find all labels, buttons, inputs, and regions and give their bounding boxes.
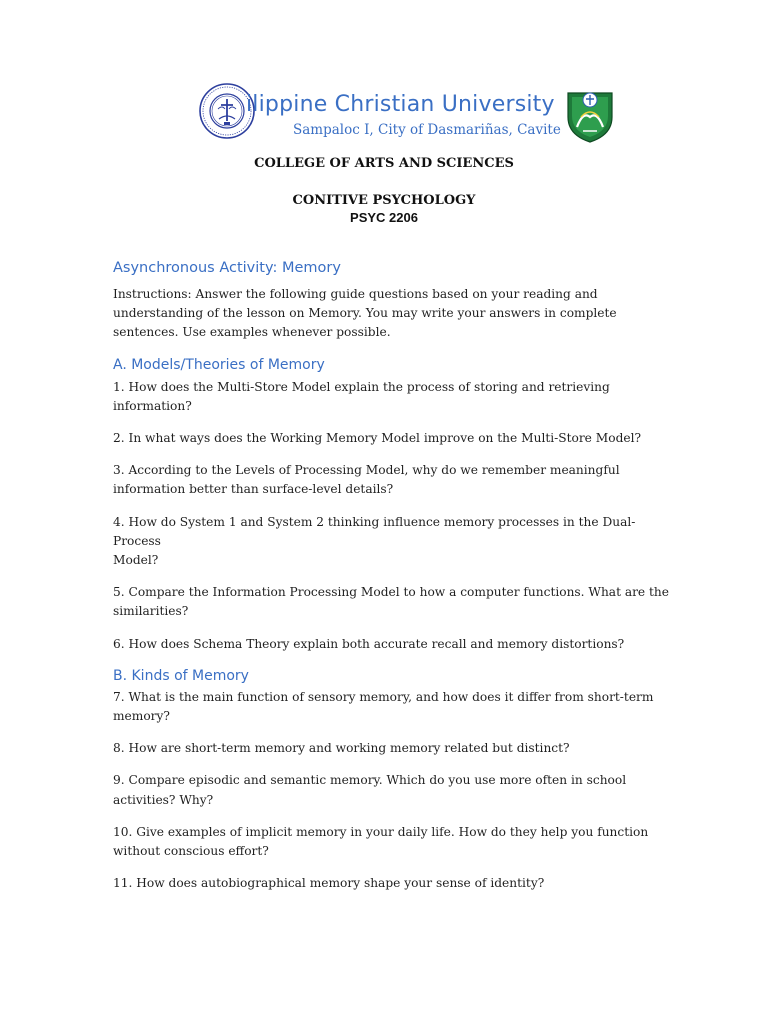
question-line: 11. How does autobiographical memory shape your sense of identity? [113, 876, 545, 891]
section-b-heading: B. Kinds of Memory [113, 667, 249, 684]
question-1 [113, 378, 673, 416]
question-7 [113, 688, 673, 726]
question-line: 10. Give examples of implicit memory in your daily life. How do they help you function [113, 824, 649, 839]
university-name: ilippine Christian University [246, 92, 555, 117]
university-crest-icon [565, 87, 615, 143]
question-line: Model? [113, 553, 159, 568]
course-title: CONITIVE PSYCHOLOGY [292, 193, 476, 208]
question-9 [113, 771, 673, 809]
question-line: 8. How are short-term memory and working memory related but distinct? [113, 741, 570, 756]
question-5 [113, 583, 673, 621]
section-a-heading: A. Models/Theories of Memory [113, 356, 325, 373]
question-11 [113, 874, 673, 893]
question-10 [113, 823, 673, 861]
question-line: 7. What is the main function of sensory memory, and how does it differ from short-term [113, 689, 654, 704]
question-line: 3. According to the Levels of Processing Model, why do we remember meaningful [113, 463, 620, 478]
question-line: 9. Compare episodic and semantic memory. Which do you use more often in school [113, 773, 627, 788]
instructions-line: Instructions: Answer the following guide questions based on your reading and [113, 287, 598, 301]
document-body [113, 257, 673, 906]
question-line: 1. How does the Multi-Store Model explain the process of storing and retrieving [113, 379, 610, 394]
question-8 [113, 739, 673, 758]
question-line: 6. How does Schema Theory explain both accurate recall and memory distortions? [113, 636, 625, 651]
question-line: information better than surface-level details? [113, 482, 394, 497]
question-3 [113, 461, 673, 499]
question-line: memory? [113, 709, 170, 724]
instructions-line: sentences. Use examples whenever possible. [113, 325, 391, 340]
question-2 [113, 429, 673, 448]
college-name: COLLEGE OF ARTS AND SCIENCES [254, 156, 514, 171]
question-line: 5. Compare the Information Processing Model to how a computer functions. What are the [113, 585, 669, 600]
question-line: similarities? [113, 604, 189, 619]
instructions [113, 285, 673, 343]
question-line: information? [113, 398, 192, 413]
question-line: without conscious effort? [113, 844, 269, 859]
question-line: 4. How do System 1 and System 2 thinking influence memory processes in the Dual-Process [113, 514, 636, 548]
university-address: Sampaloc I, City of Dasmariñas, Cavite [293, 122, 561, 138]
instructions-line: understanding of the lesson on Memory. You may write your answers in complete [113, 306, 617, 321]
question-4 [113, 513, 673, 571]
question-line: activities? Why? [113, 792, 214, 807]
course-code: PSYC 2206 [350, 210, 418, 225]
activity-heading: Asynchronous Activity: Memory [113, 260, 341, 276]
question-6 [113, 635, 673, 654]
question-line: 2. In what ways does the Working Memory Model improve on the Multi-Store Model? [113, 431, 642, 446]
